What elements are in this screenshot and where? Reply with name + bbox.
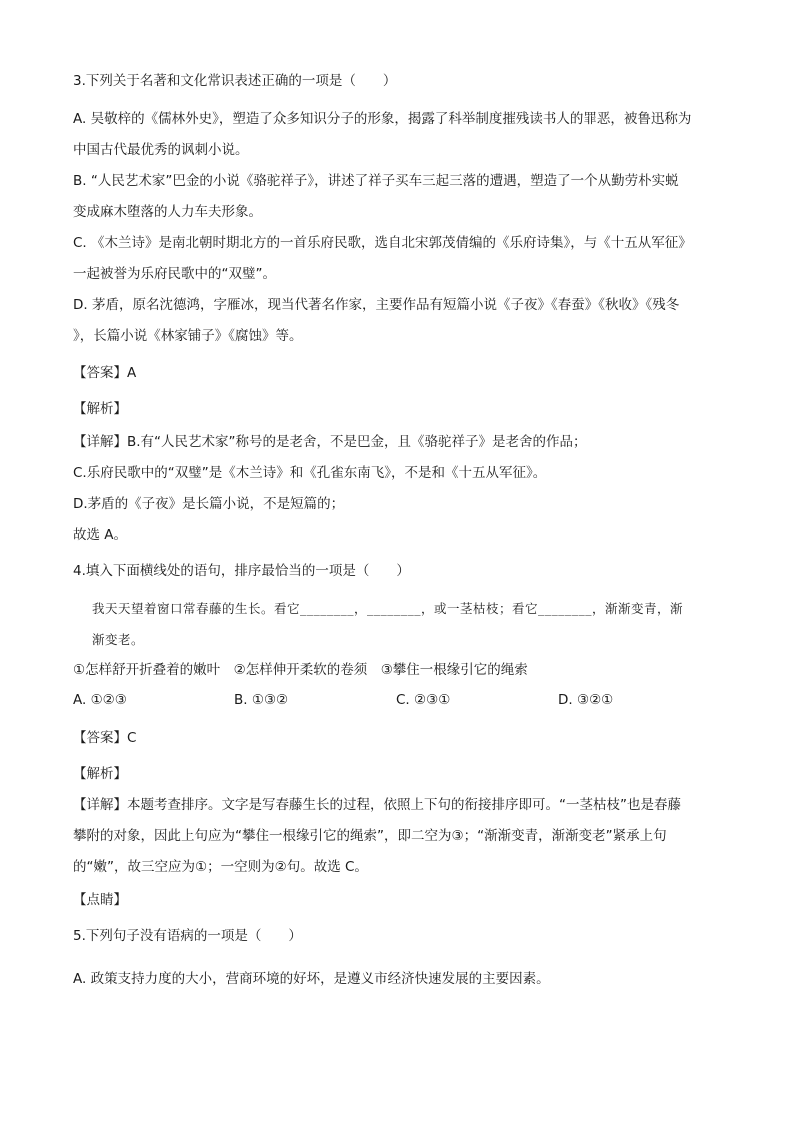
q3-option-c-line1: C. 《木兰诗》是南北朝时期北方的一首乐府民歌，选自北宋郭茂倩编的《乐府诗集》，与《十五从军征》: [73, 235, 692, 251]
q4-point-heading: 【点睛】: [73, 892, 127, 908]
q3-answer: 【答案】A: [73, 365, 137, 381]
q3-option-d-line2: 》，长篇小说《林家铺子》《腐蚀》等。: [73, 328, 303, 344]
q3-option-a-line1: A. 吴敬梓的《儒林外史》，塑造了众多知识分子的形象，揭露了科举制度摧残读书人的罪恶，被鲁迅称为: [73, 111, 692, 127]
q3-detail-line1: 【详解】B.有“人民艺术家”称号的是老舍，不是巴金，且《骆驼祥子》是老舍的作品；: [73, 434, 587, 450]
q4-option-c: C. ②③①: [396, 692, 451, 708]
q3-detail-line2: C.乐府民歌中的“双璧”是《木兰诗》和《孔雀东南飞》，不是和《十五从军征》。: [73, 465, 547, 481]
q4-passage-line2: 渐变老。: [92, 632, 145, 647]
q5-option-a: A. 政策支持力度的大小，营商环境的好坏，是遵义市经济快速发展的主要因素。: [73, 971, 550, 987]
q4-passage-line1: 我天天望着窗口常春藤的生长。看它________，________，或一茎枯枝；看它________，渐渐变青，渐: [92, 601, 684, 616]
q4-option-d: D. ③②①: [558, 692, 614, 708]
q3-detail-line3: D.茅盾的《子夜》是长篇小说，不是短篇的；: [73, 496, 345, 512]
q5-stem: 5.下列句子没有语病的一项是（ ）: [73, 928, 302, 944]
q4-answer: 【答案】C: [73, 730, 137, 746]
q3-option-a-line2: 中国古代最优秀的讽刺小说。: [73, 142, 249, 158]
q3-option-b-line2: 变成麻木堕落的人力车夫形象。: [73, 204, 262, 220]
q3-option-b-line1: B. “人民艺术家”巴金的小说《骆驼祥子》，讲述了祥子买车三起三落的遭遇，塑造了一个从勤劳朴实蜕: [73, 173, 679, 189]
q4-items: ①怎样舒开折叠着的嫩叶 ②怎样伸开柔软的卷须 ③攀住一根缘引它的绳索: [73, 662, 528, 678]
q4-option-b: B. ①③②: [234, 692, 289, 708]
q3-option-c-line2: 一起被誉为乐府民歌中的“双璧”。: [73, 266, 276, 282]
q3-analysis-heading: 【解析】: [73, 401, 127, 417]
q4-option-a: A. ①②③: [73, 692, 127, 708]
q4-stem: 4.填入下面横线处的语句，排序最恰当的一项是（ ）: [73, 563, 410, 579]
q4-detail-line2: 攀附的对象，因此上句应为“攀住一根缘引它的绳索”，即二空为③；“渐渐变青，渐渐变老”紧承上句: [73, 828, 667, 844]
q4-analysis-heading: 【解析】: [73, 766, 127, 782]
q3-stem: 3.下列关于名著和文化常识表述正确的一项是（ ）: [73, 73, 397, 89]
q4-detail-line3: 的“嫩”，故三空应为①；一空则为②句。故选 C。: [73, 859, 368, 875]
q3-option-d-line1: D. 茅盾，原名沈德鸿，字雁冰，现当代著名作家，主要作品有短篇小说《子夜》《春蚕》《秋收》《残冬: [73, 297, 680, 313]
q4-detail-line1: 【详解】本题考查排序。文字是写春藤生长的过程，依照上下句的衔接排序即可。“一茎枯枝”也是春藤: [73, 797, 681, 813]
q3-detail-line4: 故选 A。: [73, 527, 128, 543]
